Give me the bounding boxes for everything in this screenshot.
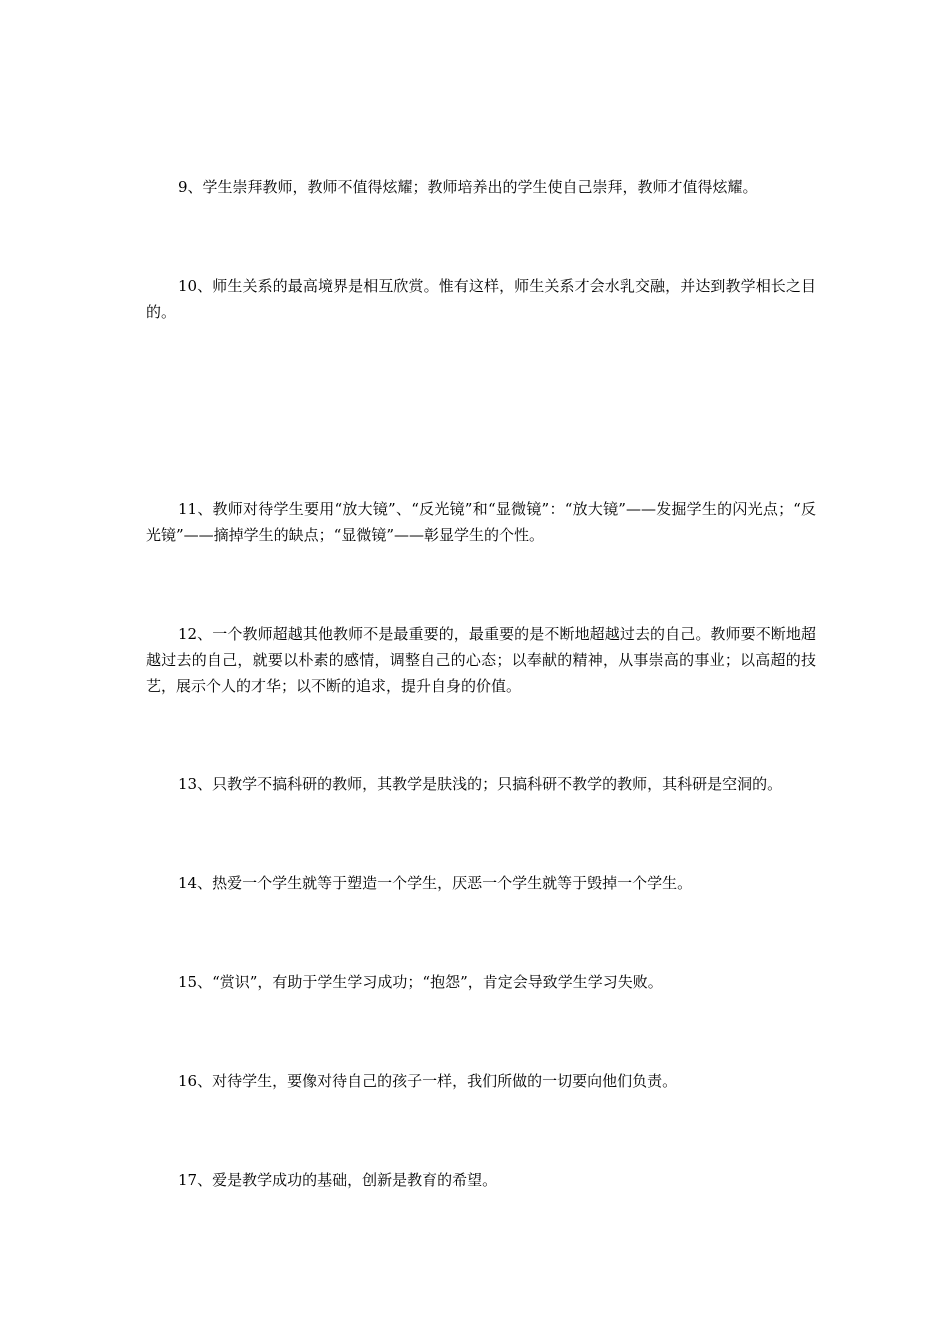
paragraph-10: 10、师生关系的最高境界是相互欣赏。惟有这样，师生关系才会水乳交融，并达到教学相长之目的。	[146, 277, 816, 321]
paragraph-16: 16、对待学生，要像对待自己的孩子一样，我们所做的一切要向他们负责。	[178, 1072, 678, 1090]
paragraph-9: 9、学生崇拜教师，教师不值得炫耀；教师培养出的学生使自己崇拜，教师才值得炫耀。	[178, 178, 758, 196]
paragraph-17: 17、爱是教学成功的基础，创新是教育的希望。	[178, 1171, 498, 1189]
paragraph-11: 11、教师对待学生要用“放大镜”、“反光镜”和“显微镜”：“放大镜”——发掘学生的闪光点；“反光镜”——摘掉学生的缺点；“显微镜”——彰显学生的个性。	[146, 500, 816, 544]
paragraph-12: 12、一个教师超越其他教师不是最重要的，最重要的是不断地超越过去的自己。教师要不断地超越过去的自己，就要以朴素的感情，调整自己的心态；以奉献的精神，从事崇高的事业；以高超的技艺，展示个人的才华；以不断的追求，提升自身的价值。	[146, 625, 816, 695]
paragraph-15: 15、“赏识”，有助于学生学习成功；“抱怨”，肯定会导致学生学习失败。	[178, 973, 663, 991]
paragraph-14: 14、热爱一个学生就等于塑造一个学生，厌恶一个学生就等于毁掉一个学生。	[178, 874, 693, 892]
paragraph-13: 13、只教学不搞科研的教师，其教学是肤浅的；只搞科研不教学的教师，其科研是空洞的。	[178, 775, 783, 793]
